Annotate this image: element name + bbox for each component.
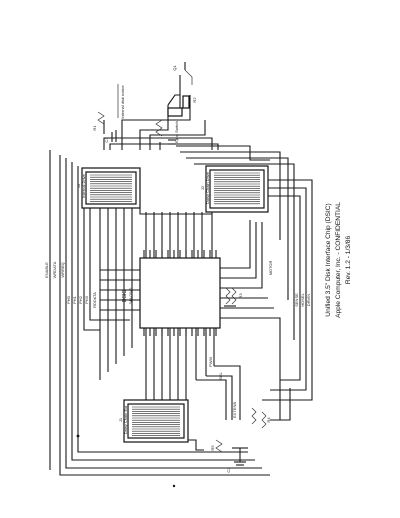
net-label: PH2 [78, 296, 83, 304]
net-label: HDSEL [300, 293, 305, 307]
j2-pin-rows [214, 173, 260, 204]
title-block [325, 202, 352, 318]
right-net-labels [268, 260, 311, 306]
r1-label: R1 [92, 125, 97, 131]
net-label: ENABLE [44, 262, 49, 278]
title-line-2: Apple Computer, Inc. - CONFIDENTIAL [335, 202, 342, 318]
q1-label: Q1 [172, 65, 177, 71]
net-label: RDDATA [92, 292, 97, 308]
right-of-chip-passives [224, 288, 236, 306]
j1-subtitle: Daisy Chain Ext [123, 405, 128, 435]
j3-name: J3 [76, 183, 81, 189]
j3-subtitle: Internal Drive [81, 174, 86, 198]
lower-bus [146, 328, 240, 400]
net-label: SEL [218, 372, 223, 380]
dsic-part-number: 344-0042 [128, 287, 133, 305]
r4-label: R4 [266, 417, 271, 423]
j1-name: J1 [118, 417, 123, 423]
net-label: PH1 [72, 296, 77, 304]
r3-label: R3 [238, 293, 243, 299]
lower-right-passives [188, 398, 266, 465]
net-label: MOTOR [268, 260, 273, 276]
net-label: EXTENB [232, 401, 237, 419]
j2-subtitle: Daisy Chain Drive [205, 171, 210, 205]
net-label: PH0 [66, 296, 71, 304]
net-label: PWM [208, 357, 213, 367]
dsic-chip-body [140, 258, 220, 328]
c1-label: C1 [104, 137, 109, 143]
eject-switch-label: Eject Switch [174, 121, 179, 143]
disk-notice-label: Internal disk notice [120, 85, 125, 119]
j2-name: J2 [200, 185, 205, 191]
net-label: PH3 [84, 296, 89, 304]
top-left-passives [98, 84, 118, 142]
c2-label: C2 [226, 467, 231, 473]
r2-label: R2 [192, 97, 197, 103]
title-line-1: Unified 3.5" Disk Interface Chip (DSIC) [325, 203, 332, 317]
title-line-3: Rev. 1.2 - 1/3/86 [345, 235, 352, 285]
net-label: WRREQ [60, 262, 65, 278]
net-label: WRDATA [52, 261, 57, 279]
r5-label: R5 [210, 445, 215, 451]
left-net-labels [44, 261, 97, 308]
net-label: SENSE [294, 293, 299, 307]
dsic-name: DSIC [122, 290, 128, 302]
net-label: DRVIN [306, 293, 311, 307]
